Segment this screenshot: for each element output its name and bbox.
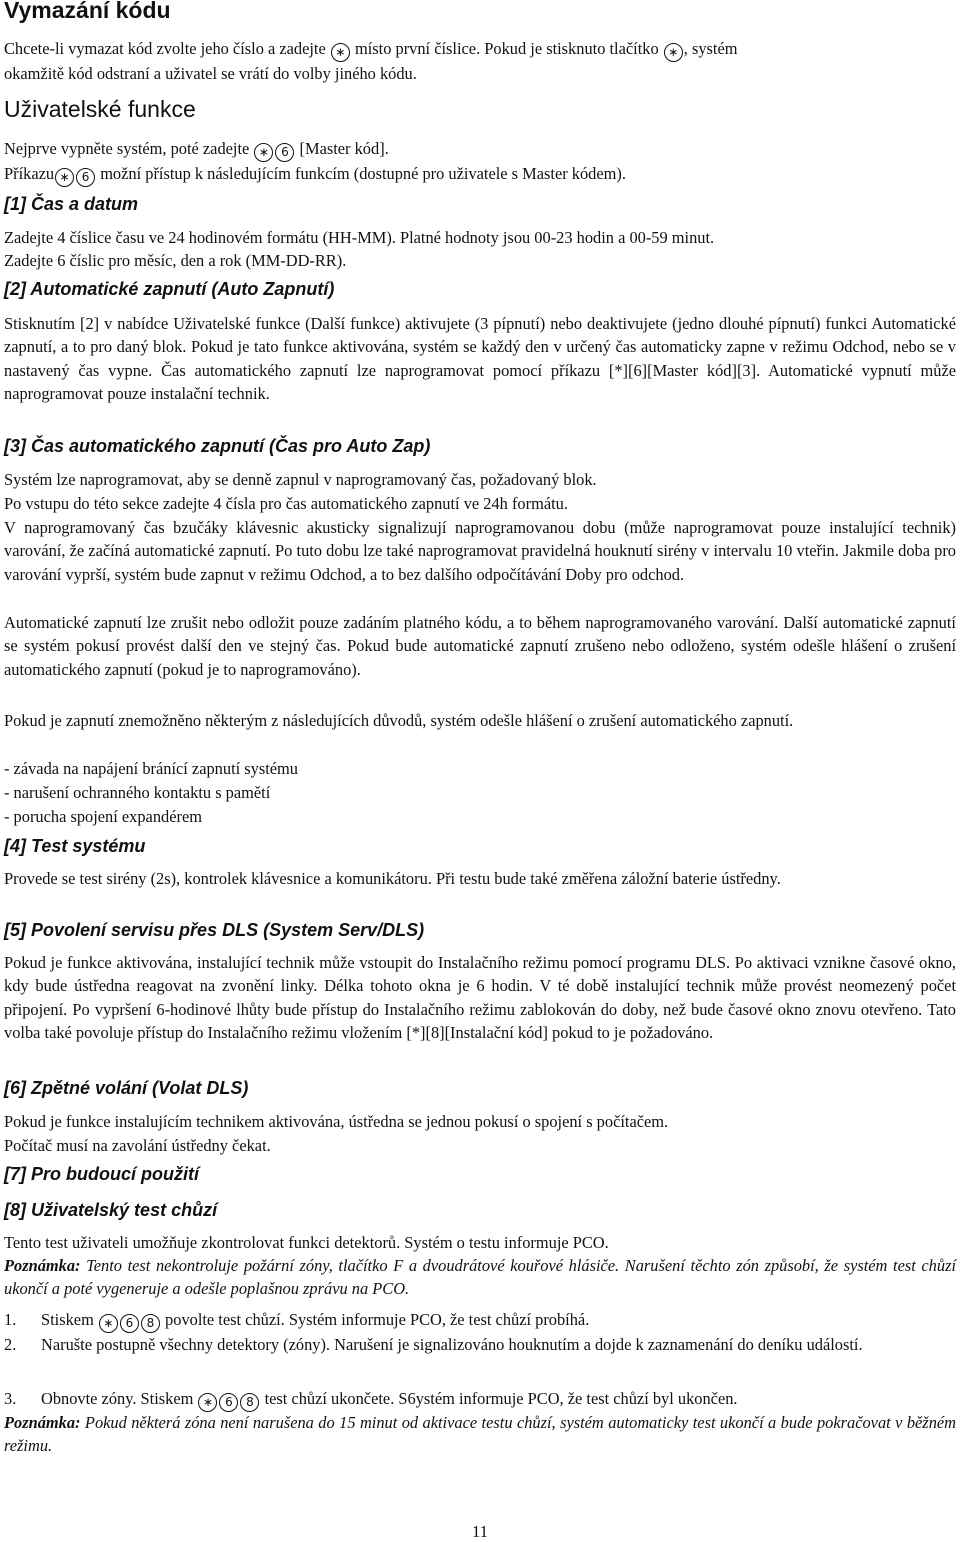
section-3-p5: Pokud je zapnutí znemožněno některým z následujících důvodů, systém odešle hlášení o zrušení automatického zapnutí. [4, 711, 794, 730]
text: , systém [683, 39, 738, 58]
section-3-p3: V naprogramovaný čas bzučáky klávesnic akusticky signalizují naprogramovanou dobu (může naprogramovat pouze instalující technik) varování, že začíná automatické zapnutí. Po tuto dobu lze také naprogramovat pravidelná houknutí sirény v intervalu 10 vteřin. Jakmile doba pro varování vyprší, systém bude zapnut v režimu Odchod, a to bez dalšího odpočítávání Doby pro odchod. [4, 518, 956, 584]
section-title: Vymazání kódu [4, 0, 171, 23]
list-text [41, 1308, 956, 1333]
eight-key-icon: 8 [240, 1393, 259, 1412]
section-4-p1: Provede se test sirény (2s), kontrolek klávesnice a komunikátoru. Při testu bude také změřena záložní baterie ústředny. [4, 869, 781, 888]
list-item [4, 1387, 956, 1412]
list-text [41, 1387, 956, 1412]
section-3-p2: Po vstupu do této sekce zadejte 4 čísla pro čas automatického zapnutí ve 24h formátu. [4, 494, 568, 513]
section-6-p2: Počítač musí na zavolání ústředny čekat. [4, 1136, 271, 1155]
star-key-icon: ∗ [664, 43, 683, 62]
note-label: Poznámka: [4, 1413, 81, 1432]
text: Příkazu [4, 164, 55, 183]
section-5-title: [5] Povolení servisu přes DLS (System Serv/DLS) [4, 920, 425, 940]
text: Stiskem [41, 1310, 94, 1329]
text: Chcete-li vymazat kód zvolte jeho číslo a zadejte [4, 39, 326, 58]
text: Obnovte zóny. Stiskem [41, 1389, 194, 1408]
delete-code-paragraph [4, 37, 956, 85]
section-8-note-2 [4, 1411, 956, 1458]
section-3-p1: Systém lze naprogramovat, aby se denně zapnul v naprogramovaný čas, požadovaný blok. [4, 470, 597, 489]
list-item [4, 1308, 956, 1333]
text: možní přístup k následujícím funkcím (dostupné pro uživatele s Master kódem). [100, 164, 626, 183]
text: povolte test chůzí. Systém informuje PCO, že test chůzí probíhá. [165, 1310, 590, 1329]
section-3-list-item: - narušení ochranného kontaktu s pamětí [4, 783, 271, 802]
eight-key-icon: 8 [141, 1314, 160, 1333]
section-3-title: [3] Čas automatického zapnutí (Čas pro Auto Zap) [4, 436, 431, 456]
note-text: Tento test nekontroluje požární zóny, tlačítko F a dvoudrátové kouřové hlásiče. Narušení těchto zón způsobí, že systém test chůzí ukončí a poté vygeneruje a odešle poplašnou zprávu na PCO. [4, 1256, 956, 1299]
section-3-list-item: - závada na napájení bránící zapnutí systému [4, 759, 298, 778]
section-6-p1: Pokud je funkce instalujícím technikem aktivována, ústředna se jednou pokusí o spojení s počítačem. [4, 1112, 669, 1131]
user-functions-title: Uživatelské funkce [4, 96, 196, 122]
star-key-icon: ∗ [198, 1393, 217, 1412]
section-5-p1: Pokud je funkce aktivována, instalující technik může vstoupit do Instalačního režimu pomocí programu DLS. Po aktivaci vznikne časové okno, kdy bude ústředna reagovat na zvonění linky. Délka tohoto okna je 6 hodin. V té době instalující technik může provést neomezený počet připojení. Po vypršení 6-hodinové lhůty bude přístup do Instalačního režimu zablokován do doby, než bude časové okno znovu otevřeno. Tato volba také povoluje přístup do Instalačního režimu vložením [*][8][Instalační kód] pokud to je požadováno. [4, 953, 956, 1043]
six-key-icon: 6 [275, 143, 294, 162]
text: test chůzí ukončete. S6ystém informuje PCO, že test chůzí byl ukončen. [264, 1389, 738, 1408]
section-8-p1: Tento test uživateli umožňuje zkontrolovat funkci detektorů. Systém o testu informuje PCO. [4, 1233, 609, 1252]
section-1-p2: Zadejte 6 číslic pro měsíc, den a rok (MM-DD-RR). [4, 251, 347, 270]
text: [Master kód]. [299, 139, 389, 158]
note-text: Pokud některá zóna není narušena do 15 minut od aktivace testu chůzí, systém automaticky test ukončí a bude pokračovat v běžném režimu. [4, 1413, 956, 1456]
star-key-icon: ∗ [331, 43, 350, 62]
list-number: 2. [4, 1335, 17, 1354]
section-1-p1: Zadejte 4 číslice času ve 24 hodinovém formátu (HH-MM). Platné hodnoty jsou 00-23 hodin a 00-59 minut. [4, 228, 715, 247]
star-key-icon: ∗ [99, 1314, 118, 1333]
section-2-p1: Stisknutím [2] v nabídce Uživatelské funkce (Další funkce) aktivujete (3 pípnutí) nebo deaktivujete (jedno dlouhé pípnutí) funkci Automatické zapnutí, a to pro daný blok. Pokud je tato funkce aktivována, systém se každý den v určený čas automaticky zapne v režimu Odchod, nebo se v nastavený čas vypne. Čas automatického zapnutí lze naprogramovat pomocí příkazu [*][6][Master kód][3]. Automatické vypnutí může naprogramovat pouze instalační technik. [4, 314, 956, 404]
star-key-icon: ∗ [254, 143, 273, 162]
note-label: Poznámka: [4, 1256, 81, 1275]
six-key-icon: 6 [120, 1314, 139, 1333]
list-text: Narušte postupně všechny detektory (zóny). Narušení je signalizováno houknutím a dojde k zaznamenání do deníku událostí. [41, 1335, 863, 1354]
six-key-icon: 6 [219, 1393, 238, 1412]
section-8-title: [8] Uživatelský test chůzí [4, 1200, 218, 1220]
list-number: 3. [4, 1389, 17, 1408]
star-key-icon: ∗ [55, 168, 74, 187]
user-intro-paragraph [4, 137, 956, 187]
page-number: 11 [471, 1522, 489, 1541]
section-6-title: [6] Zpětné volání (Volat DLS) [4, 1078, 249, 1098]
section-1-title: [1] Čas a datum [4, 194, 139, 214]
list-number: 1. [4, 1310, 17, 1329]
section-8-note-1 [4, 1254, 956, 1301]
six-key-icon: 6 [76, 168, 95, 187]
text: Nejprve vypněte systém, poté zadejte [4, 139, 250, 158]
text: okamžitě kód odstraní a uživatel se vrátí do volby jiného kódu. [4, 64, 417, 83]
section-4-title: [4] Test systému [4, 836, 146, 856]
section-3-list-item: - porucha spojení expandérem [4, 807, 202, 826]
list-item [4, 1333, 956, 1356]
section-2-title: [2] Automatické zapnutí (Auto Zapnutí) [4, 279, 335, 299]
text: místo první číslice. Pokud je stisknuto tlačítko [354, 39, 659, 58]
section-7-title: [7] Pro budoucí použití [4, 1164, 199, 1184]
section-3-p4: Automatické zapnutí lze zrušit nebo odložit pouze zadáním platného kódu, a to během naprogramovaného varování. Další automatické zapnutí se systém pokusí provést další den ve stejný čas. Pokud bude automatické zapnutí zrušeno nebo odloženo, systém odešle hlášení o zrušení automatického zapnutí (pokud je to naprogramováno). [4, 613, 956, 679]
